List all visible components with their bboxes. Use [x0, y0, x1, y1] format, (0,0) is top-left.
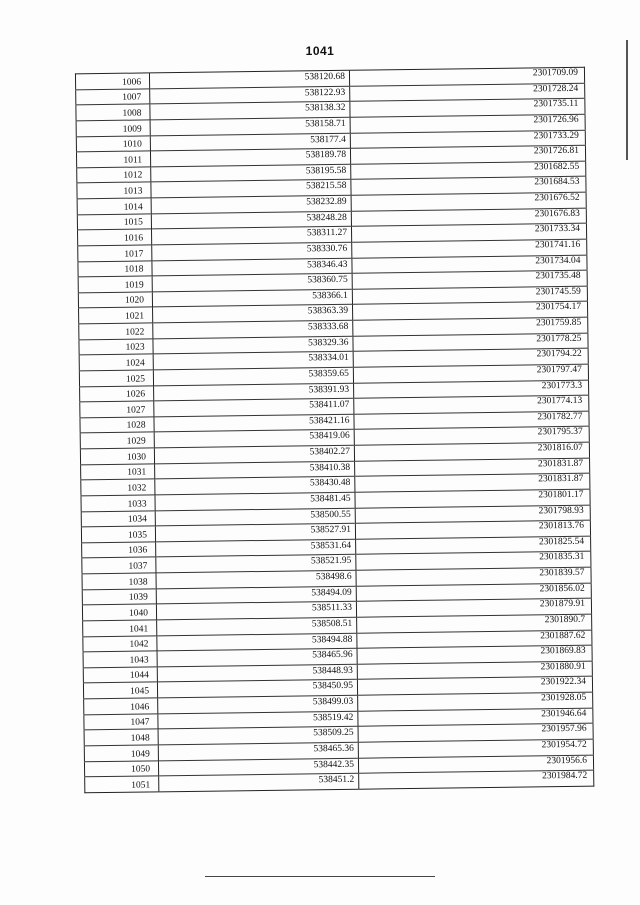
x-coordinate-cell: 538450.95 [157, 680, 357, 698]
x-coordinate-cell: 538419.06 [154, 430, 354, 448]
y-coordinate-cell: 2301726.96 [533, 114, 579, 126]
x-coordinate-cell: 538311.27 [151, 227, 351, 245]
x-coordinate-cell: 538527.91 [155, 523, 355, 541]
y-coordinate-cell: 2301839.57 [539, 567, 585, 579]
y-coordinate-cell: 2301831.87 [537, 458, 584, 469]
point-id-cell: 1048 [84, 729, 158, 746]
point-id-cell: 1012 [77, 167, 151, 184]
point-id-cell: 1016 [78, 229, 152, 246]
point-id-cell: 1011 [76, 151, 150, 168]
y-coordinate-cell: 2301813.76 [538, 520, 584, 532]
y-coordinate-cell: 2301816.07 [537, 442, 583, 454]
x-coordinate-cell: 538519.42 [158, 711, 358, 729]
x-coordinate-cell: 538359.65 [153, 367, 353, 385]
x-coordinate-cell: 538465.36 [158, 742, 358, 760]
y-coordinate-cell: 2301880.91 [540, 661, 586, 673]
x-coordinate-cell: 538215.58 [151, 180, 351, 198]
x-coordinate-cell: 538195.58 [151, 164, 351, 182]
point-id-cell: 1015 [77, 214, 151, 231]
y-coordinate-cell: 2301801.17 [538, 489, 584, 501]
y-coordinate-cell: 2301682.55 [534, 161, 580, 173]
point-id-cell: 1050 [84, 760, 158, 777]
point-id-cell: 1024 [79, 354, 153, 371]
x-coordinate-cell: 538330.76 [152, 242, 352, 260]
x-coordinate-cell: 538138.32 [150, 102, 350, 120]
point-id-cell: 1017 [78, 245, 152, 262]
point-id-cell: 1007 [76, 89, 150, 106]
y-coordinate-cell: 2301733.29 [533, 130, 579, 141]
x-coordinate-cell: 538334.01 [153, 352, 353, 370]
point-id-cell: 1014 [77, 198, 151, 215]
x-coordinate-cell: 538499.03 [158, 695, 358, 713]
y-coordinate-cell: 2301709.09 [532, 67, 579, 79]
point-id-cell: 1032 [81, 479, 155, 496]
x-coordinate-cell: 538120.68 [149, 70, 349, 88]
y-coordinate-cell: 2301795.37 [537, 427, 583, 438]
point-id-cell: 1027 [80, 401, 154, 418]
point-id-cell: 1046 [84, 698, 158, 715]
y-coordinate-cell: 2301869.83 [540, 645, 586, 657]
y-coordinate-cell: 2301956.6 [546, 755, 588, 766]
point-id-cell: 1044 [83, 667, 157, 684]
x-coordinate-cell: 538448.93 [157, 664, 357, 682]
y-coordinate-cell: 2301856.02 [539, 583, 585, 594]
y-coordinate-cell: 2301726.81 [533, 145, 580, 157]
y-coordinate-cell: 2301797.47 [536, 364, 582, 376]
y-coordinate-cell: 2301728.24 [533, 83, 579, 95]
y-coordinate-cell: 2301890.7 [544, 614, 586, 626]
y-coordinate-cell: 2301759.85 [536, 317, 582, 329]
y-coordinate-cell: 2301754.17 [535, 302, 582, 313]
point-id-cell: 1036 [82, 542, 156, 559]
x-coordinate-cell: 538498.6 [156, 570, 356, 588]
x-coordinate-cell: 538391.93 [154, 383, 354, 401]
point-id-cell: 1041 [83, 620, 157, 637]
x-coordinate-cell: 538451.2 [159, 773, 359, 791]
scan-bottom-line [205, 876, 435, 877]
x-coordinate-cell: 538363.39 [153, 305, 353, 323]
point-id-cell: 1051 [85, 776, 159, 793]
y-coordinate-cell: 2301984.72 [542, 770, 588, 782]
point-id-cell: 1021 [79, 307, 153, 324]
x-coordinate-cell: 538366.1 [152, 289, 352, 307]
y-coordinate-cell: 2301887.62 [540, 630, 586, 641]
x-coordinate-cell: 538521.95 [156, 555, 356, 573]
x-coordinate-cell: 538494.88 [157, 633, 357, 651]
x-coordinate-cell: 538442.35 [158, 758, 358, 776]
point-id-cell: 1039 [82, 588, 156, 605]
x-coordinate-cell: 538410.38 [155, 461, 355, 479]
y-coordinate-cell: 2301735.48 [535, 270, 581, 282]
y-coordinate-cell: 2301798.93 [538, 505, 584, 516]
y-coordinate-cell: 2301835.31 [539, 552, 585, 563]
point-id-cell: 1034 [81, 510, 155, 527]
point-id-cell: 1042 [83, 635, 157, 652]
coordinate-table-container [75, 67, 595, 849]
point-id-cell: 1020 [78, 292, 152, 309]
point-id-cell: 1026 [80, 385, 154, 402]
y-coordinate-cell: 2301733.34 [534, 224, 581, 235]
point-id-cell: 1035 [81, 526, 155, 543]
point-id-cell: 1025 [79, 370, 153, 387]
scan-edge-mark [626, 40, 628, 160]
point-id-cell: 1028 [80, 417, 154, 434]
point-id-cell: 1047 [84, 713, 158, 730]
y-coordinate-cell: 2301684.53 [534, 177, 580, 188]
y-coordinate-cell: 2301879.91 [539, 598, 586, 610]
x-coordinate-cell: 538508.51 [157, 617, 357, 635]
x-coordinate-cell: 538481.45 [155, 492, 355, 510]
point-id-cell: 1040 [82, 604, 156, 621]
y-coordinate-cell: 2301782.77 [537, 411, 583, 423]
point-id-cell: 1038 [82, 573, 156, 590]
y-coordinate-cell: 2301946.64 [541, 708, 587, 719]
x-coordinate-cell: 538232.89 [151, 195, 351, 213]
y-coordinate-cell: 2301831.87 [538, 474, 584, 485]
coordinate-table [75, 67, 594, 793]
y-coordinate-cell: 2301825.54 [538, 536, 585, 548]
x-coordinate-cell: 538329.36 [153, 336, 353, 354]
point-id-cell: 1043 [83, 651, 157, 668]
x-coordinate-cell: 538500.55 [155, 508, 355, 526]
y-coordinate-cell: 2301676.83 [534, 208, 580, 219]
y-coordinate-cell: 2301735.11 [533, 99, 579, 110]
y-coordinate-cell: 2301745.59 [535, 286, 581, 298]
y-coordinate-cell: 2301954.72 [541, 739, 587, 751]
x-coordinate-cell: 538248.28 [151, 211, 351, 229]
x-coordinate-cell: 538333.68 [153, 320, 353, 338]
page-number: 1041 [305, 44, 335, 58]
point-id-cell: 1037 [82, 557, 156, 574]
y-coordinate-cell: 2301922.34 [540, 677, 587, 688]
y-coordinate-cell: 2301741.16 [535, 239, 581, 251]
point-id-cell: 1019 [78, 276, 152, 293]
point-id-cell: 1018 [78, 260, 152, 277]
x-coordinate-cell: 538430.48 [155, 476, 355, 494]
point-id-cell: 1010 [76, 135, 150, 152]
x-coordinate-cell: 538177.4 [150, 133, 350, 151]
point-id-cell: 1006 [75, 73, 149, 90]
y-coordinate-cell: 2301734.04 [535, 255, 581, 266]
point-id-cell: 1045 [83, 682, 157, 699]
x-coordinate-cell: 538511.33 [156, 601, 356, 619]
point-id-cell: 1049 [84, 745, 158, 762]
x-coordinate-cell: 538509.25 [158, 726, 358, 744]
x-coordinate-cell: 538122.93 [150, 86, 350, 104]
y-coordinate-cell: 2301773.3 [541, 380, 583, 391]
x-coordinate-cell: 538421.16 [154, 414, 354, 432]
y-coordinate-cell: 2301676.52 [534, 192, 580, 204]
x-coordinate-cell: 538494.09 [156, 586, 356, 604]
point-id-cell: 1023 [79, 338, 153, 355]
x-coordinate-cell: 538402.27 [154, 445, 354, 463]
point-id-cell: 1029 [80, 432, 154, 449]
y-coordinate-cell: 2301778.25 [536, 333, 582, 344]
point-id-cell: 1033 [81, 495, 155, 512]
point-id-cell: 1031 [81, 463, 155, 480]
x-coordinate-cell: 538189.78 [150, 148, 350, 166]
point-id-cell: 1008 [76, 104, 150, 121]
point-id-cell: 1022 [79, 323, 153, 340]
y-coordinate-cell: 2301774.13 [537, 395, 583, 407]
y-coordinate-cell: 2301928.05 [540, 692, 587, 704]
x-coordinate-cell: 538411.07 [154, 398, 354, 416]
x-coordinate-cell: 538346.43 [152, 258, 352, 276]
y-coordinate-cell: 2301957.96 [541, 723, 587, 735]
point-id-cell: 1013 [77, 182, 151, 199]
point-id-cell: 1030 [80, 448, 154, 465]
point-id-cell: 1009 [76, 120, 150, 137]
x-coordinate-cell: 538531.64 [156, 539, 356, 557]
x-coordinate-cell: 538465.96 [157, 648, 357, 666]
y-coordinate-cell: 2301794.22 [536, 349, 582, 360]
x-coordinate-cell: 538158.71 [150, 117, 350, 135]
x-coordinate-cell: 538360.75 [152, 273, 352, 291]
coordinate-table-body [75, 67, 593, 792]
